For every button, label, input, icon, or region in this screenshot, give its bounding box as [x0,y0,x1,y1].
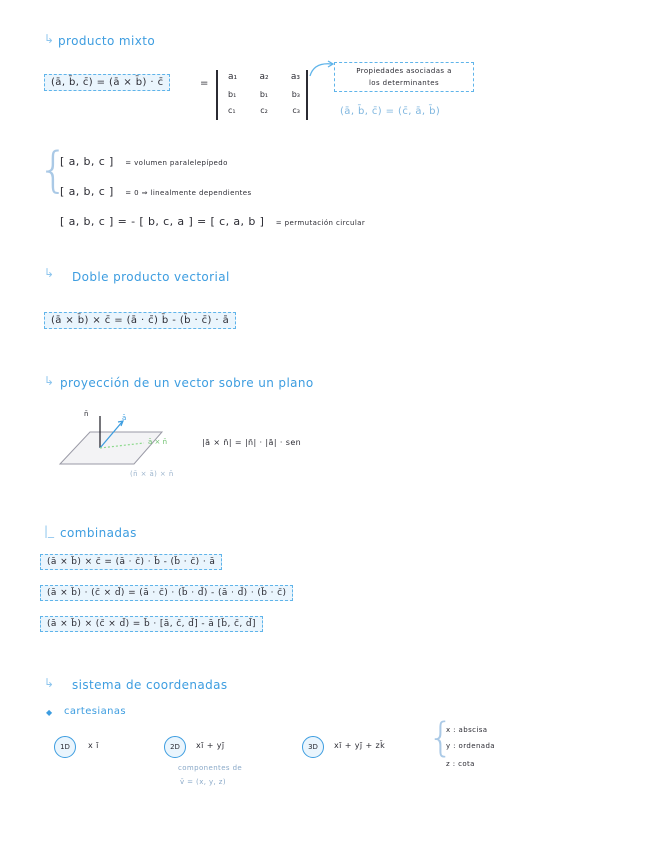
property-text: = permutación circular [275,219,366,227]
coord-2d-text: xī + yj̄ [196,741,225,750]
matrix-cell: b₁ [228,90,237,99]
permutation-formula: [ a, b, c ] = - [ b, c, a ] = [ c, a, b ] [60,215,265,228]
combined-formula-3: (ā × b̄) × (c̄ × d̄) = b̄ · [ā, c̄, d̄] - ā [b̄, c̄, d̄] [40,616,263,632]
determinant-properties-note [334,62,474,92]
property-permutation [60,210,365,229]
property-text: = 0 ⇒ linealmente dependientes [125,189,252,197]
heading-arrow-icon: ↳ [44,32,55,46]
combined-formula-1: (ā × b̄) × c̄ = (ā · c̄) · b̄ - (b̄ · c̄) · ā [40,554,222,570]
matrix-cell: c₂ [260,106,268,115]
axis-z-label: z : cota [446,760,475,768]
triple-product-bracket: [ a, b, c ] [60,185,114,198]
note-line: los determinantes [368,79,440,87]
property-dependence [60,180,252,199]
matrix-cell: c₁ [228,106,236,115]
brace-icon: { [428,715,454,761]
bullet-cartesianas: cartesianas [64,706,127,717]
bullet-diamond-icon: ◆ [46,708,53,717]
cyclic-identity: (ā, b̄, c̄) = (c̄, ā, b̄) [340,106,441,117]
section-title-doble-producto: Doble producto vectorial [72,270,230,284]
determinant-matrix [228,72,300,122]
section-title-combinadas: combinadas [60,526,137,540]
equals-sign: = [200,78,209,89]
matrix-cell: b₁ [259,90,269,99]
components-note: componentes de [178,764,243,772]
matrix-cell: b₃ [291,90,300,99]
label-a: ā [122,414,127,422]
heading-arrow-icon: ↳ [44,266,55,280]
badge-2d: 2D [164,736,186,758]
coord-1d-text: x ī [88,741,99,750]
note-line: Propiedades asociadas a [356,67,452,75]
matrix-cell: a₃ [290,72,300,82]
matrix-left-bar [216,70,218,120]
section-title-producto-mixto: producto mixto [58,34,156,48]
triple-product-bracket: [ a, b, c ] [60,155,114,168]
badge-1d: 1D [54,736,76,758]
matrix-cell: c₃ [292,106,300,115]
label-cross: ā × n̄ [148,438,168,446]
heading-arrow-icon: |_ [44,524,55,538]
plane-shape [60,432,162,464]
matrix-cell: a₁ [228,72,238,82]
mixed-product-formula: (ā, b̄, c̄) = (ā × b̄) · c̄ [44,74,170,91]
property-text: = volumen paralelepípedo [125,159,228,167]
property-volume [60,150,228,169]
heading-arrow-icon: ↳ [44,676,55,690]
label-n: n̄ [84,410,89,418]
combined-formula-2: (ā × b̄) · (c̄ × d̄) = (ā · c̄) · (b̄ · d̄) - (ā · d̄) · (b̄ · c̄) [40,585,293,601]
projection-formula: (n̄ × ā) × n̄ [130,470,174,478]
badge-3d: 3D [302,736,324,758]
vector-components: v̄ = (x, y, z) [180,778,226,786]
axis-y-label: y : ordenada [446,742,495,750]
brace-icon: { [38,142,69,198]
section-title-proyeccion: proyección de un vector sobre un plano [60,376,314,390]
double-cross-formula: (ā × b̄) × c̄ = (ā · c̄) b̄ - (b̄ · c̄) · ā [44,312,236,329]
coord-3d-text: xī + yj̄ + zk̄ [334,741,386,750]
axis-x-label: x : abscisa [446,726,488,734]
matrix-cell: a₂ [259,72,269,82]
heading-arrow-icon: ↳ [44,374,55,388]
section-title-sistema: sistema de coordenadas [72,678,228,692]
cross-magnitude-formula: |ā × n̄| = |n̄| · |ā| · sen [202,438,302,447]
